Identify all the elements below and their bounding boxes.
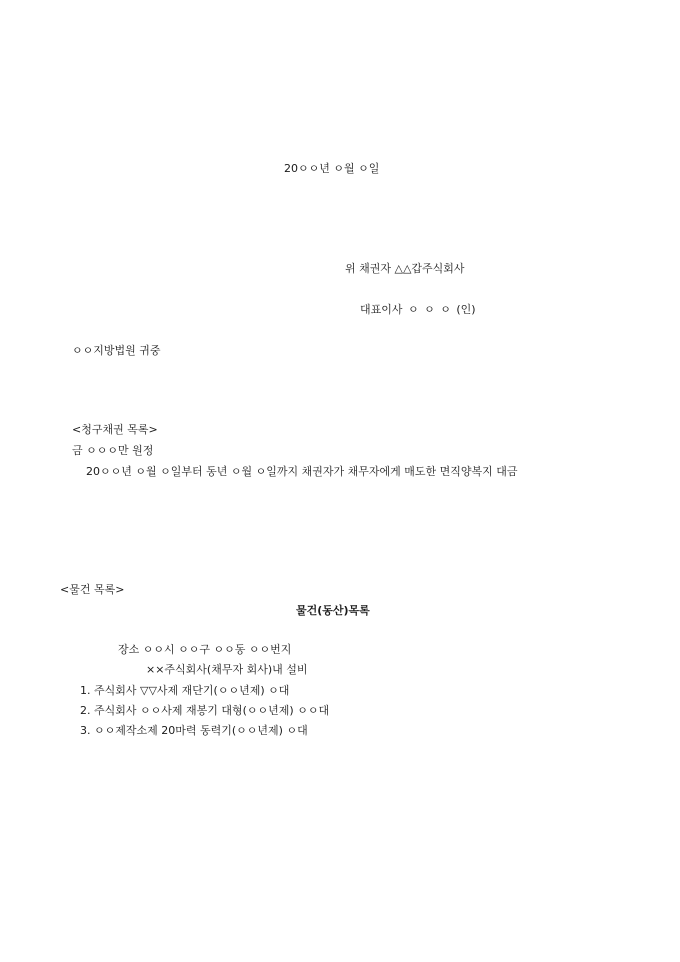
creditor-name: 위 채권자 △△갑주식회사 xyxy=(345,262,465,275)
court-addressee: ㅇㅇ지방법원 귀중 xyxy=(72,344,161,357)
property-list-heading: <물건 목록> xyxy=(60,583,125,596)
claim-list-heading: <청구채권 목록> xyxy=(72,423,158,436)
property-location-detail: ××주식회사(채무자 회사)내 설비 xyxy=(146,663,308,676)
property-item-2: 2. 주식회사 ㅇㅇ사제 재봉기 대형(ㅇㅇ년제) ㅇㅇ대 xyxy=(80,704,330,717)
document-date: 20ㅇㅇ년 ㅇ월 ㅇ일 xyxy=(284,162,380,175)
representative-signature: 대표이사 ㅇ ㅇ ㅇ (인) xyxy=(360,303,476,316)
claim-description: 20ㅇㅇ년 ㅇ월 ㅇ일부터 동년 ㅇ월 ㅇ일까지 채권자가 채무자에게 매도한 면직양복지 대금 xyxy=(86,465,518,478)
property-item-3: 3. ㅇㅇ제작소제 20마력 동력기(ㅇㅇ년제) ㅇ대 xyxy=(80,724,308,737)
property-item-1: 1. 주식회사 ▽▽사제 재단기(ㅇㅇ년제) ㅇ대 xyxy=(80,684,290,697)
property-location: 장소 ㅇㅇ시 ㅇㅇ구 ㅇㅇ동 ㅇㅇ번지 xyxy=(118,643,292,656)
claim-amount: 금 ㅇㅇㅇ만 원정 xyxy=(72,444,154,457)
property-list-title: 물건(동산)목록 xyxy=(296,604,370,617)
